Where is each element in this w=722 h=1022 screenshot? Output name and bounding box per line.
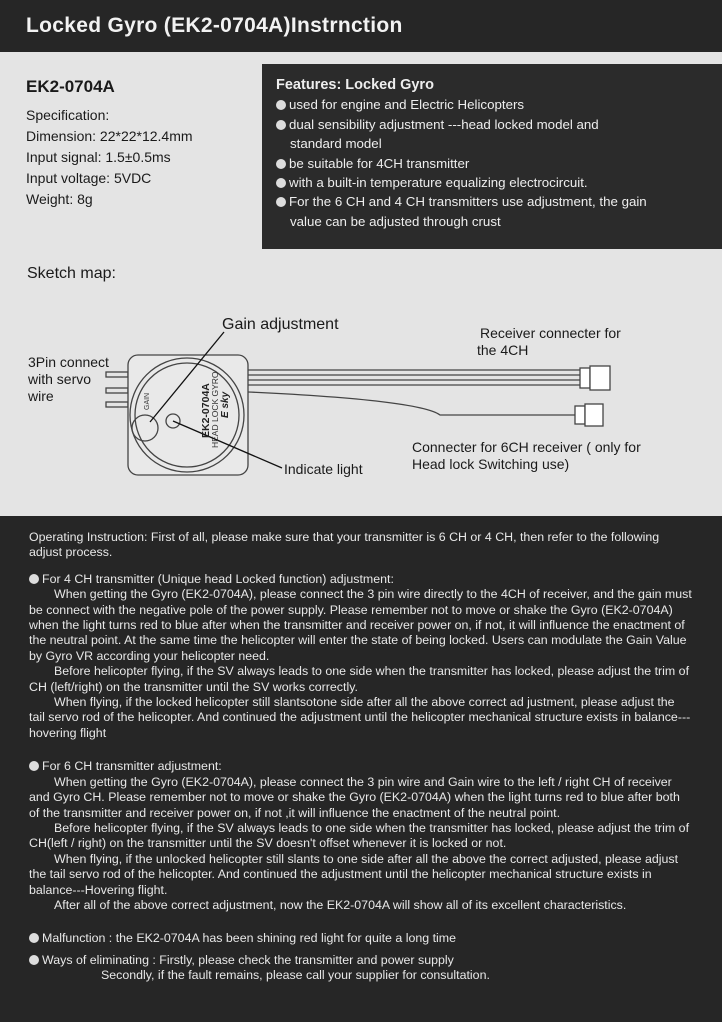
model-name: EK2-0704A <box>26 77 115 96</box>
receiver-4ch-label: the 4CH <box>477 342 529 358</box>
section-heading-6ch: For 6 CH transmitter adjustment: <box>29 759 692 774</box>
bullet-icon <box>29 761 39 771</box>
pin-label: 3Pin connect <box>28 354 109 370</box>
bullet-icon <box>29 955 39 965</box>
pin-label: wire <box>28 388 54 404</box>
receiver-6ch-label: Connecter for 6CH receiver ( only for <box>412 439 641 455</box>
receiver-4ch-label: Receiver connecter for <box>480 325 621 341</box>
bullet-icon <box>276 178 286 188</box>
feature-item: dual sensibility adjustment ---head locked model and <box>276 115 712 134</box>
bullet-icon <box>29 933 39 943</box>
spec-line: Specification: <box>26 107 110 123</box>
feature-item-cont: standard model <box>290 136 382 152</box>
features-title: Features: Locked Gyro <box>276 77 434 93</box>
servo-pin <box>106 402 128 407</box>
bullet-icon <box>276 120 286 130</box>
paragraph: Before helicopter flying, if the SV always leads to one side when the transmitter has locked, please adjust the trim of CH(left / right) on the transmitter until the SV doesn't offset whenever it is locked or not. <box>29 820 690 851</box>
gyro-model-label: EK2-0704A <box>200 383 212 438</box>
feature-item: For the 6 CH and 4 CH transmitters use adjustment, the gain <box>276 192 712 211</box>
ways-second: Secondly, if the fault remains, please call your supplier for consultation. <box>101 968 490 983</box>
gyro-type-label: HEAD LOCK GYRO <box>210 371 220 448</box>
pin-label: with servo <box>28 371 92 387</box>
spec-line: Input signal: 1.5±0.5ms <box>26 149 171 165</box>
intro-paragraph: Operating Instruction: First of all, please make sure that your transmitter is 6 CH or 4 CH, then refer to the following adjust process. <box>29 530 660 560</box>
indicate-light-label: Indicate light <box>284 461 363 477</box>
bullet-icon <box>29 574 39 584</box>
paragraph: When flying, if the unlocked helicopter still slants to one side after all the above the correct adjusted, please adjust the tail servo rod of the helicopter. And continued the adjustment until the helicopter mechanical structure exists in balance---Hovering flight. <box>29 851 679 897</box>
features-panel <box>262 64 722 249</box>
feature-item: with a built-in temperature equalizing electrocircuit. <box>276 173 712 192</box>
paragraph: When flying, if the locked helicopter still slantsotone side after all the above correct ad justment, please adjust the tail servo rod of the helicopter. And continued the adjustment until the helicopter mechanical structure exists in balance---hovering flight <box>29 695 691 740</box>
feature-item-cont: value can be adjusted through crust <box>290 213 501 229</box>
spec-line: Input voltage: 5VDC <box>26 170 152 186</box>
wire-6ch <box>248 392 575 415</box>
sketch-diagram <box>0 300 722 510</box>
feature-item: used for engine and Electric Helicopters <box>276 95 712 114</box>
document-title: Locked Gyro (EK2-0704A)Instrnction <box>0 0 722 52</box>
paragraph: After all of the above correct adjustment, now the EK2-0704A will show all of its excellent characteristics. <box>54 897 627 912</box>
malfunction-note: Malfunction : the EK2-0704A has been shining red light for quite a long time <box>29 931 692 946</box>
feature-item: be suitable for 4CH transmitter <box>276 154 712 173</box>
spec-line: Dimension: 22*22*12.4mm <box>26 128 193 144</box>
bullet-icon <box>276 159 286 169</box>
operating-instructions <box>0 516 722 1022</box>
gain-label: GAIN <box>144 392 151 410</box>
bullet-icon <box>276 197 286 207</box>
paragraph: When getting the Gyro (EK2-0704A), please connect the 3 pin wire directly to the 4CH of receiver, and the gain must be connect with the negative pole of the power supply. Please remember not to move or shake the Gyro (EK2-0704A) when the light turns red to blue after when the transmitter and receiver power on, if not, it will influence the enactment of the neutral point. At the same time the helicopter will enter the state of being locked. Users can modulate the Gain Value by Gyro VR according your helicopter need. <box>29 587 692 663</box>
gain-adjustment-label: Gain adjustment <box>222 316 339 333</box>
spec-line: Weight: 8g <box>26 191 93 207</box>
specification-panel <box>26 76 256 210</box>
paragraph: When getting the Gyro (EK2-0704A), please connect the 3 pin wire and Gain wire to the left / right CH of receiver and Gyro CH. Please remember not to move or shake the Gyro (EK2-0704A) when the light turns red to blue after both of the transmitter and receiver power on, if not ,it will influence the enactment of the neutral point. <box>29 774 680 820</box>
servo-pin <box>106 372 128 377</box>
bullet-icon <box>276 100 286 110</box>
wire-4ch <box>248 370 580 385</box>
sketch-map-title: Sketch map: <box>27 265 116 282</box>
connector-4ch <box>590 366 610 390</box>
section-heading-4ch: For 4 CH transmitter (Unique head Locked function) adjustment: <box>29 572 692 587</box>
servo-pin <box>106 388 128 393</box>
receiver-6ch-label: Head lock Switching use) <box>412 456 570 472</box>
esky-logo: E sky <box>220 391 231 418</box>
ways-of-eliminating: Ways of eliminating : Firstly, please check the transmitter and power supply <box>29 953 692 968</box>
paragraph: Before helicopter flying, if the SV always leads to one side when the transmitter has locked, please adjust the trim of CH (left/right) on the transmitter until the SV works correctly. <box>29 664 690 694</box>
connector-6ch <box>585 404 603 426</box>
